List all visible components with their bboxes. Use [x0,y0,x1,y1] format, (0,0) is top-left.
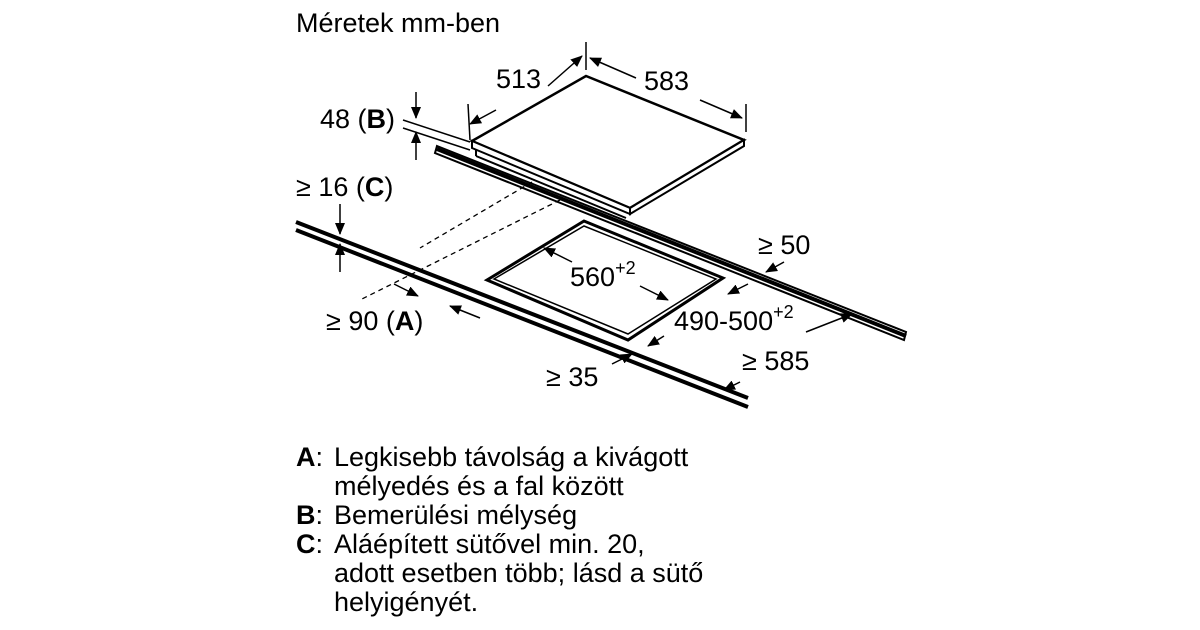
svg-text:A:: A: [296,442,324,472]
legend-item-a [296,442,689,501]
svg-text:Legkisebb távolság a kivágott: Legkisebb távolság a kivágott [334,442,689,472]
front-clearance-label: ≥ 35 [546,362,599,392]
cutout-depth-label: $490-500^{+2}$ [674,302,794,336]
hob-depth-label: 513 [496,64,542,94]
cutout-width-label: $560^{+2}$ [570,258,636,292]
svg-text:mélyedés és a fal között: mélyedés és a fal között [334,471,624,501]
height-label: 48 (B) [320,104,396,134]
svg-text:B:: B: [296,500,324,530]
svg-text:Aláépített sütővel min. 20,: Aláépített sütővel min. 20, [334,529,645,559]
svg-text:helyigényét.: helyigényét. [334,587,479,617]
svg-text:Bemerülési mélység: Bemerülési mélység [334,500,578,530]
legend [296,442,703,617]
hob-plate [472,76,744,218]
legend-item-b [296,500,577,530]
svg-text:C:: C: [296,529,324,559]
legend-item-c [296,529,703,617]
rear-clearance-dimension [766,262,784,272]
rear-clearance-label: ≥ 50 [758,230,811,260]
diagram-title: Méretek mm-ben [296,8,501,38]
hob-width-label: 583 [644,66,690,96]
wall-distance-label: ≥ 90 (A) [326,306,424,336]
worktop-depth-label: ≥ 585 [742,346,810,376]
svg-text:adott esetben több; lásd a süt: adott esetben több; lásd a sütő [334,558,704,588]
gap-label: ≥ 16 (C) [296,172,394,202]
